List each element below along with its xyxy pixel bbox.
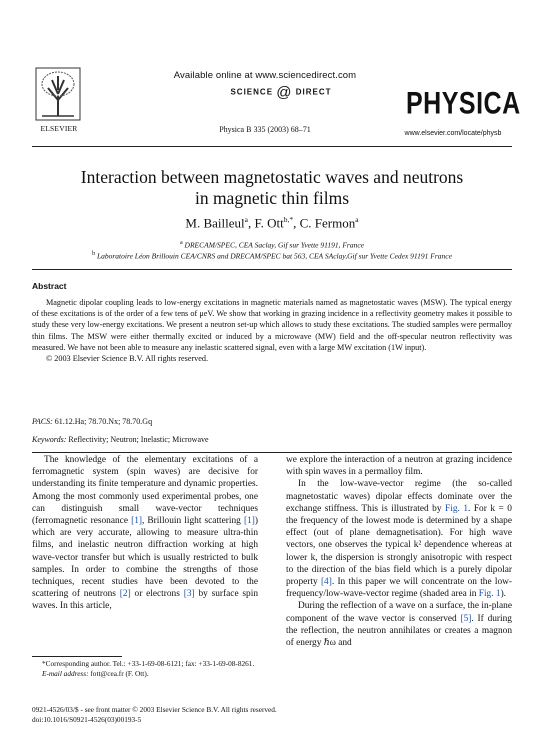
email-line (32, 669, 258, 679)
article-title: Interaction between magnetostatic waves and neutrons in magnetic thin films (80, 167, 464, 208)
text-run: . For k = 0 the frequency of the lowest mode is determined by a shape effect (out of plane demagnetisation). For high wave vectors, one observes the typical k² dependence whereas at lower k, the dispersion is strongly anisotropic with respect to the direction of the bias field which is a purely dipolar property (286, 503, 512, 588)
abstract-body (32, 297, 512, 364)
author-sup: a (244, 215, 248, 224)
author-name: M. Bailleul (185, 215, 245, 231)
affil-sup: b (92, 251, 96, 257)
figure-link[interactable]: Fig. 1 (478, 589, 501, 600)
page-footer (32, 705, 512, 725)
author-name: C. Fermon (299, 215, 356, 231)
text-run: , Brillouin light scattering (141, 516, 244, 527)
sd-logo-left: SCIENCE (230, 87, 274, 97)
abstract-heading: Abstract (32, 281, 67, 291)
body-right-column (286, 454, 512, 649)
email-label: E-mail address: (42, 669, 89, 678)
affiliation-a (150, 240, 394, 250)
text-run: by surface spin waves. In this article, (32, 589, 258, 612)
affil-text: DRECAM/SPEC, CEA Saclay, Gif sur Yvette 91191, France (184, 240, 364, 250)
body-paragraph: we explore the interaction of a neutron at grazing incidence with spin waves in a permalloy film. (286, 455, 512, 478)
doi-line: doi:10.1016/S0921-4526(03)00193-5 (32, 715, 142, 724)
journal-citation: Physica B 335 (2003) 68–71 (219, 125, 311, 134)
ref-link[interactable]: [1] (131, 516, 142, 527)
author-sup: a (355, 215, 359, 224)
text-run: . If during the reflection, the neutron annihilates or creates a magnon of energy ℏω and (286, 613, 512, 649)
affil-sup: a (180, 240, 183, 246)
body-paragraph (32, 454, 258, 613)
body-left-column (32, 454, 258, 613)
author-list: M. Bailleul$^a$, F. Ott$^{b,*}$, C. Fermon$^a$ (185, 215, 359, 231)
available-online-link[interactable]: Available online at www.sciencedirect.com (173, 70, 357, 81)
ref-link[interactable]: [4] (320, 577, 332, 588)
ref-link[interactable]: [3] (183, 589, 195, 600)
abstract-bottom-divider (32, 452, 512, 453)
elsevier-label: ELSEVIER (40, 124, 78, 133)
author-name: F. Ott (254, 215, 284, 231)
footnote-divider (32, 656, 122, 657)
text-run: ) which are very accurate, allowing to measure ultra-thin films, and inelastic neutron diffraction working at high wave-vector transfer but which is usually restricted to bulk samples. In order to combine the strengths of those techniques, recent studies have been devoted to the scattering of neutrons (32, 516, 258, 600)
sciencedirect-logo (192, 84, 370, 100)
abstract-paragraph: Magnetic dipolar coupling leads to low-energy excitations in magnetic materials named as magnetostatic waves (MSW). The typical energy of these excitations is of the order of a few tens of μeV. We show that working in grazing incidence in a reflectivity geometry makes it possible to study these very low-energy excitations. We present a neutron set-up which allows to study these excitations. The studied samples were permalloy thin films. The MSW were either thermally excited or induced by a microwave (MW) field and the off-specular neutron reflectivity was measured. We have not been able to measure any inelastic scattered signal, even with a large MW excitation (1W input). (32, 298, 512, 352)
ref-link[interactable]: [2] (119, 589, 131, 600)
keywords-label: Keywords: (32, 435, 67, 444)
pacs-line (32, 417, 152, 426)
abstract-top-divider (32, 269, 512, 270)
copyright-line: © 2003 Elsevier Science B.V. All rights reserved. (46, 354, 209, 364)
journal-url-link[interactable]: www.elsevier.com/locate/physb (404, 130, 502, 137)
text-run: or electrons (130, 589, 184, 600)
figure-link[interactable]: Fig. 1 (445, 503, 469, 514)
body-paragraph (286, 478, 512, 600)
body-paragraph (286, 600, 512, 649)
sd-at-icon: @ (276, 84, 293, 101)
text-run: During the reflection of a wave on a surface, the in-plane component of the wave vector is conserved (286, 601, 512, 624)
pacs-label: PACS: (32, 417, 53, 426)
front-matter-line: 0921-4526/03/$ - see front matter © 2003 Elsevier Science B.V. All rights reserved. (32, 705, 277, 714)
affiliation-b (40, 251, 504, 261)
ref-link[interactable]: [5] (460, 613, 472, 624)
keywords-list: Reflectivity; Neutron; Inelastic; Microwave (68, 435, 209, 444)
pacs-codes: 61.12.Ha; 78.70.Nx; 78.70.Gq (54, 417, 153, 426)
footnote (32, 659, 258, 679)
text-run: In the low-wave-vector regime (the so-called magnetostatic waves) dipolar effects dominate over the exchange stiffness. This is illustrated by (286, 479, 512, 514)
text-run: The knowledge of the elementary excitations of a ferromagnetic system (spin waves) are decisive for understanding its finite temperature and dynamic properties. Among the most commonly used experimental probes, one can distinguish small wave-vector techniques (ferromagnetic resonance (32, 455, 258, 527)
keywords-line (32, 435, 209, 444)
elsevier-tree-logo (32, 66, 84, 128)
email-address[interactable]: fott@cea.fr (F. Ott). (90, 669, 149, 678)
physica-journal-logo: PHYSICA (406, 86, 521, 121)
affil-text: Laboratoire Léon Brillouin CEA/CNRS and DRECAM/SPEC bat 563, CEA SAclay,Gif sur Yvette Cedex 91191 France (96, 251, 452, 261)
ref-link[interactable]: [1] (243, 516, 255, 527)
text-run: . In this paper we will concentrate on the low-frequency/low-wave-vector regime (shaded area in (286, 577, 513, 600)
sd-logo-right: DIRECT (295, 87, 332, 97)
author-sup: b,* (283, 215, 294, 224)
corresponding-author-note: *Corresponding author. Tel.: +33-1-69-08-6121; fax: +33-1-69-08-8261. (42, 659, 255, 668)
header-divider (32, 146, 512, 147)
text-run: ). (500, 589, 507, 600)
